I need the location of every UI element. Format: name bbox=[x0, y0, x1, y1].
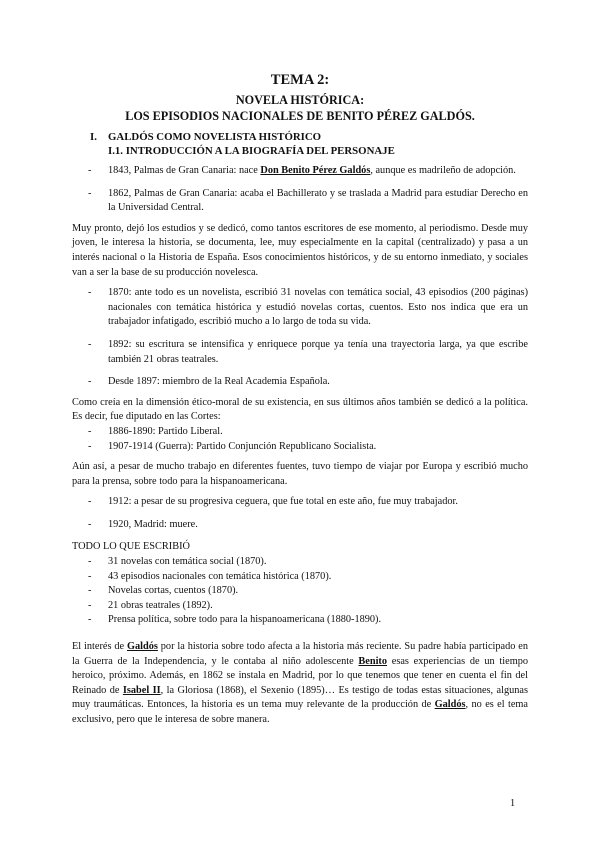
list-item: - 1907-1914 (Guerra): Partido Conjunción Republicano Socialista. bbox=[72, 440, 528, 455]
works-heading: TODO LO QUE ESCRIBIÓ bbox=[72, 541, 190, 553]
document-page bbox=[72, 70, 528, 728]
page-subtitle-2: LOS EPISODIOS NACIONALES DE BENITO PÉREZ GALDÓS. bbox=[125, 109, 475, 123]
list-item: - 1862, Palmas de Gran Canaria: acaba el Bachillerato y se traslada a Madrid para estudiar Derecho en la Universidad Central. bbox=[72, 187, 528, 216]
page-number: 1 bbox=[510, 798, 516, 809]
biography-list bbox=[72, 164, 528, 216]
author-name: Don Benito Pérez Galdós bbox=[260, 165, 371, 176]
list-item: - 31 novelas con temática social (1870). bbox=[72, 555, 528, 570]
page-subtitle: NOVELA HISTÓRICA: bbox=[235, 93, 365, 107]
page-title: TEMA 2: bbox=[270, 72, 330, 88]
list-item: - 1912: a pesar de su progresiva ceguera, que fue total en este año, fue muy trabajador. bbox=[72, 495, 528, 510]
career-list bbox=[72, 286, 528, 390]
list-item: - 1886-1890: Partido Liberal. bbox=[72, 425, 528, 440]
list-item: - 1892: su escritura se intensifica y enriquece porque ya tenía una trayectoria larga, ya que escribe también 21 obras teatrales. bbox=[72, 338, 528, 367]
paragraph: Como creía en la dimensión ético-moral de su existencia, en sus últimos años también se dedicó a la política. Es decir, fue diputado en las Cortes: bbox=[72, 396, 528, 423]
list-item: - Prensa política, sobre todo para la hispanoamericana (1880-1890). bbox=[72, 613, 528, 628]
list-item: - 1870: ante todo es un novelista, escribió 31 novelas con temática social, 43 episodios (200 páginas) nacionales con temática histórica y estudió novelas cortas, cuentos. Esto nos indica que era un trabajador infatigado, escribió mucho a lo largo de toda su vida. bbox=[72, 286, 528, 330]
list-item: - Desde 1897: miembro de la Real Academia Española. bbox=[72, 375, 528, 390]
list-item: - Novelas cortas, cuentos (1870). bbox=[72, 584, 528, 599]
subsection-title: I.1. INTRODUCCIÓN A LA BIOGRAFÍA DEL PERSONAJE bbox=[108, 145, 395, 157]
section-number: I. bbox=[90, 131, 97, 143]
name-galdos: Galdós bbox=[126, 641, 158, 653]
list-item: - 1920, Madrid: muere. bbox=[72, 518, 528, 533]
paragraph: Muy pronto, dejó los estudios y se dedicó, como tantos escritores de ese momento, al periodismo. Desde muy joven, le interesa la historia, se documenta, lee, muy especialmente en la capital (centralizado) y pasa a un interés nacional o la Historia de España. Esos conocimientos históricos, y de su entorno inmediato, y sociales van a ser la base de su producción novelesca. bbox=[72, 222, 528, 278]
name-galdos: Galdós bbox=[434, 699, 466, 711]
list-item: - 43 episodios nacionales con temática histórica (1870). bbox=[72, 570, 528, 585]
politics-list bbox=[72, 425, 528, 454]
works-list bbox=[72, 555, 528, 628]
name-benito: Benito bbox=[358, 655, 388, 667]
list-item: - 21 obras teatrales (1892). bbox=[72, 599, 528, 614]
section-title: GALDÓS COMO NOVELISTA HISTÓRICO bbox=[108, 131, 322, 143]
name-isabel: Isabel II bbox=[122, 684, 161, 696]
paragraph: Aún así, a pesar de mucho trabajo en diferentes fuentes, tuvo tiempo de viajar por Europa y escribió mucho para la prensa, sobre todo para la hispanoamericana. bbox=[72, 461, 528, 487]
list-item: - 1843, Palmas de Gran Canaria: nace Don Benito Pérez Galdós, aunque es madrileño de adopción. bbox=[72, 164, 528, 179]
late-life-list bbox=[72, 495, 528, 532]
section-heading bbox=[72, 130, 528, 158]
paragraph: El interés de Galdós por la historia sobre todo afecta a la historia más reciente. Su padre había participado en la Guerra de la Independencia, y le contaba al niño adolescente Benito esas experiencias de un tiempo heroico, próximo. Además, en 1862 se instala en Madrid, por lo que tenemos que tener en cuenta el fin del Reinado de Isabel II, la Gloriosa (1868), el Sexenio (1895)… Es testigo de todas estas situaciones, algunas muy traumáticas. Entonces, la historia es un tema muy relevante de la producción de Galdós, no es el tema exclusivo, pero que le interesa de sobre manera. bbox=[72, 641, 529, 725]
